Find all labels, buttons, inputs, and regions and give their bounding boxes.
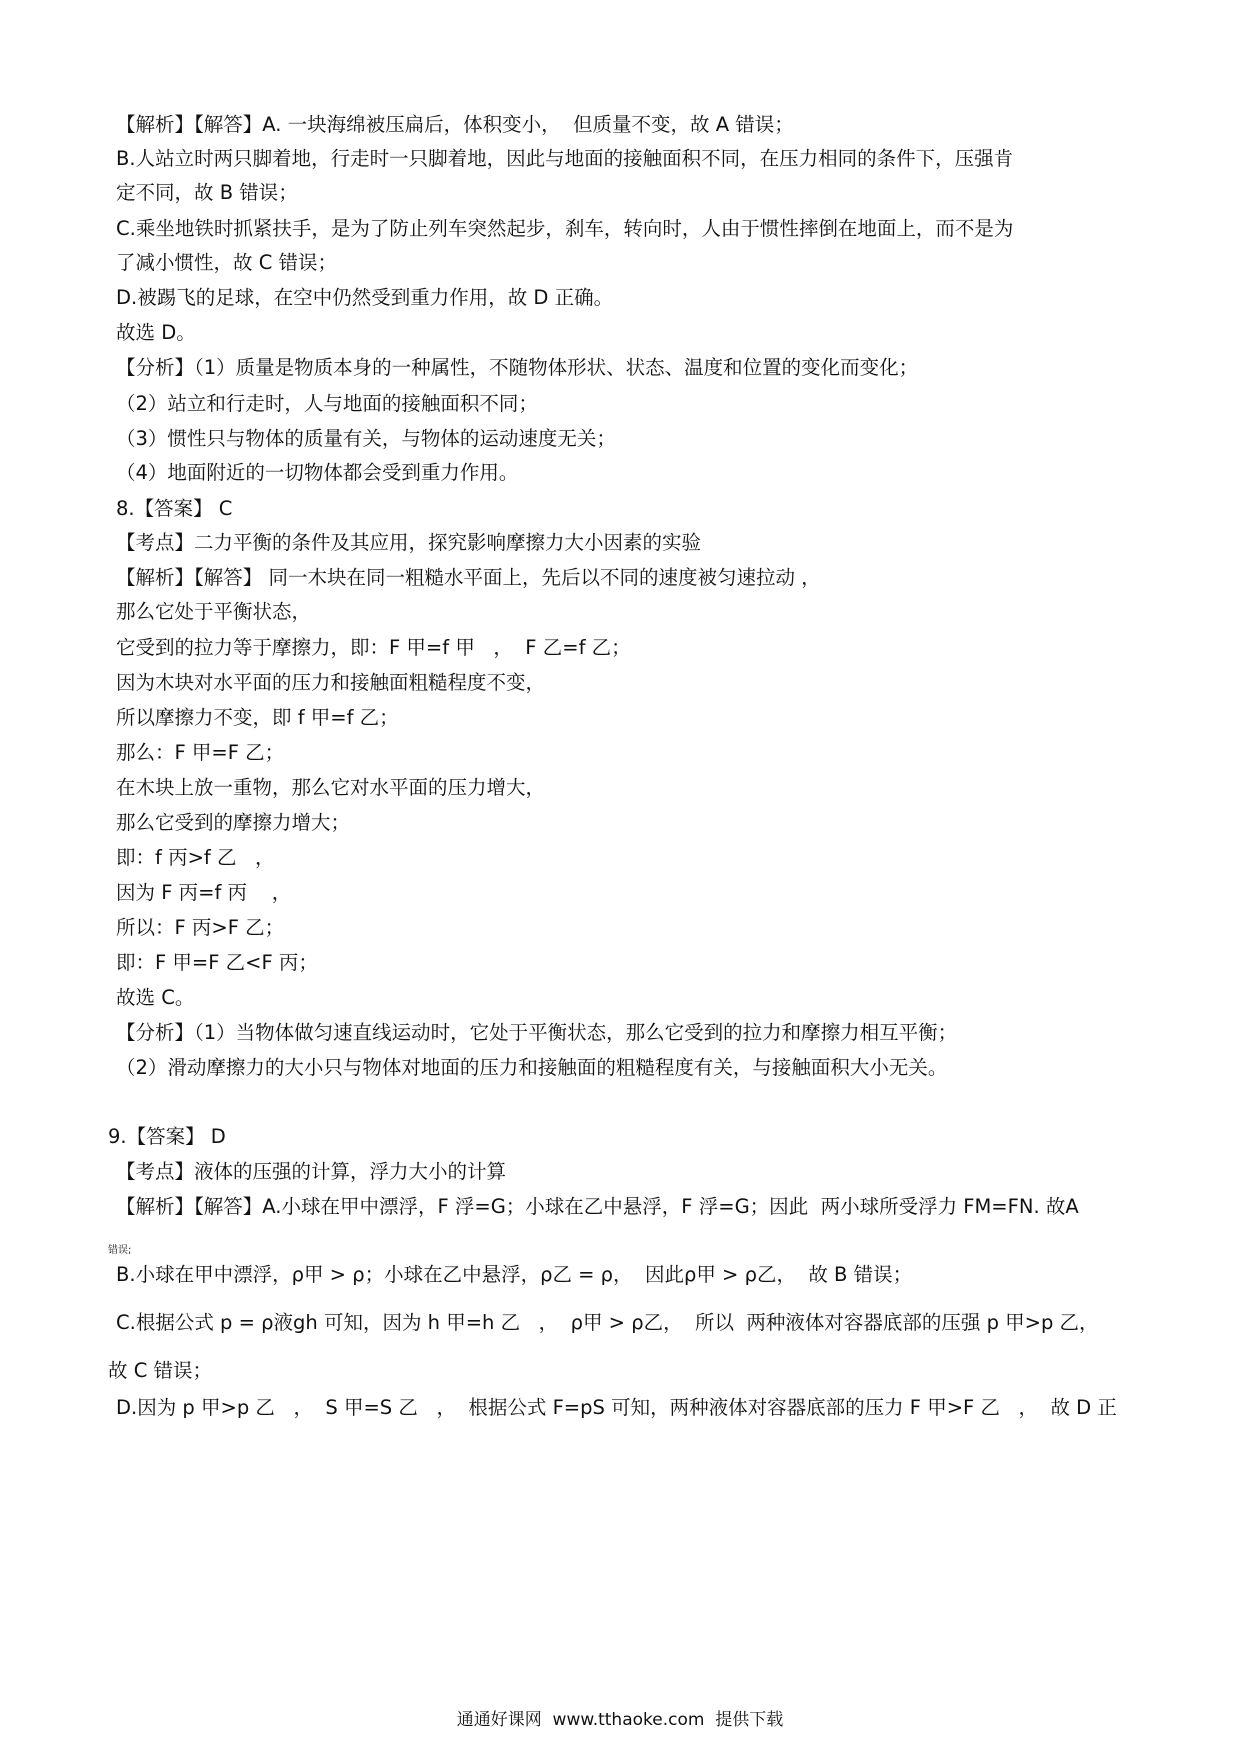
text-line: 【分析】（1）当物体做匀速直线运动时，它处于平衡状态，那么它受到的拉力和摩擦力相互平衡； xyxy=(116,1021,958,1044)
text-line: 故选 D。 xyxy=(116,321,196,344)
text-line: （3）惯性只与物体的质量有关，与物体的运动速度无关； xyxy=(116,427,616,450)
text-line: 即：f 丙>f 乙 ， xyxy=(116,846,275,869)
text-line: 故 C 错误； xyxy=(108,1359,213,1382)
answer-heading: 8.【答案】 C xyxy=(116,497,233,520)
text-line: （2）滑动摩擦力的大小只与物体对地面的压力和接触面的粗糙程度有关，与接触面积大小无关。 xyxy=(116,1056,948,1079)
text-line: 【考点】液体的压强的计算，浮力大小的计算 xyxy=(116,1160,507,1183)
text-line: 【分析】（1）质量是物质本身的一种属性，不随物体形状、状态、温度和位置的变化而变化； xyxy=(116,356,919,379)
text-line: 它受到的拉力等于摩擦力，即：F 甲=f 甲 ， F 乙=f 乙； xyxy=(116,636,631,659)
text-line: 了减小惯性，故 C 错误； xyxy=(116,251,338,274)
text-line: （2）站立和行走时，人与地面的接触面积不同； xyxy=(116,392,538,415)
text-line: D.因为 p 甲>p 乙 ， S 甲=S 乙 ， 根据公式 F=pS 可知，两种液体对容器底部的压力 F 甲>F 乙 ， 故 D 正 xyxy=(116,1396,1117,1419)
text-line: 【解析】【解答】A. 一块海绵被压扁后，体积变小， 但质量不变，故 A 错误； xyxy=(116,113,794,136)
text-line: B.人站立时两只脚着地，行走时一只脚着地，因此与地面的接触面积不同，在压力相同的条件下，压强肯 xyxy=(116,147,1014,170)
text-line: 所以：F 丙>F 乙； xyxy=(116,916,285,939)
text-line: （4）地面附近的一切物体都会受到重力作用。 xyxy=(116,461,519,484)
text-line: 那么：F 甲=F 乙； xyxy=(116,741,285,764)
text-line: 【解析】【解答】A.小球在甲中漂浮，F 浮=G；小球在乙中悬浮，F 浮=G；因此 两小球所受浮力 FM=FN. 故A xyxy=(116,1195,1079,1218)
text-line: 那么它受到的摩擦力增大； xyxy=(116,811,351,834)
text-line: C.乘坐地铁时抓紧扶手，是为了防止列车突然起步，刹车，转向时，人由于惯性摔倒在地面上，而不是为 xyxy=(116,217,1014,240)
text-line: 因为 F 丙=f 丙 ， xyxy=(116,881,292,904)
text-line: 所以摩擦力不变，即 f 甲=f 乙； xyxy=(116,706,399,729)
text-line: B.小球在甲中漂浮，ρ甲 > ρ；小球在乙中悬浮，ρ乙 = ρ， 因此ρ甲 > ρ乙， 故 B 错误； xyxy=(116,1263,913,1286)
answer-heading: 9.【答案】 D xyxy=(108,1125,226,1148)
text-line: 在木块上放一重物，那么它对水平面的压力增大， xyxy=(116,776,546,799)
text-line: 故选 C。 xyxy=(116,986,195,1009)
text-line: D.被踢飞的足球，在空中仍然受到重力作用，故 D 正确。 xyxy=(116,286,614,309)
text-line: 那么它处于平衡状态， xyxy=(116,600,312,623)
text-line: 【解析】【解答】 同一木块在同一粗糙水平面上，先后以不同的速度被匀速拉动 ， xyxy=(116,566,821,589)
text-line: 即：F 甲=F 乙<F 丙； xyxy=(116,951,318,974)
page-footer: 通通好课网 www.tthaoke.com 提供下载 xyxy=(456,1710,784,1730)
text-line: 错误; xyxy=(108,1245,132,1256)
text-line: 因为木块对水平面的压力和接触面粗糙程度不变， xyxy=(116,671,546,694)
text-line: 定不同，故 B 错误； xyxy=(116,181,298,204)
text-line: C.根据公式 p = ρ液gh 可知，因为 h 甲=h 乙 ， ρ甲 > ρ乙， 所以 两种液体对容器底部的压强 p 甲>p 乙， xyxy=(116,1311,1099,1334)
text-line: 【考点】二力平衡的条件及其应用，探究影响摩擦力大小因素的实验 xyxy=(116,531,702,554)
